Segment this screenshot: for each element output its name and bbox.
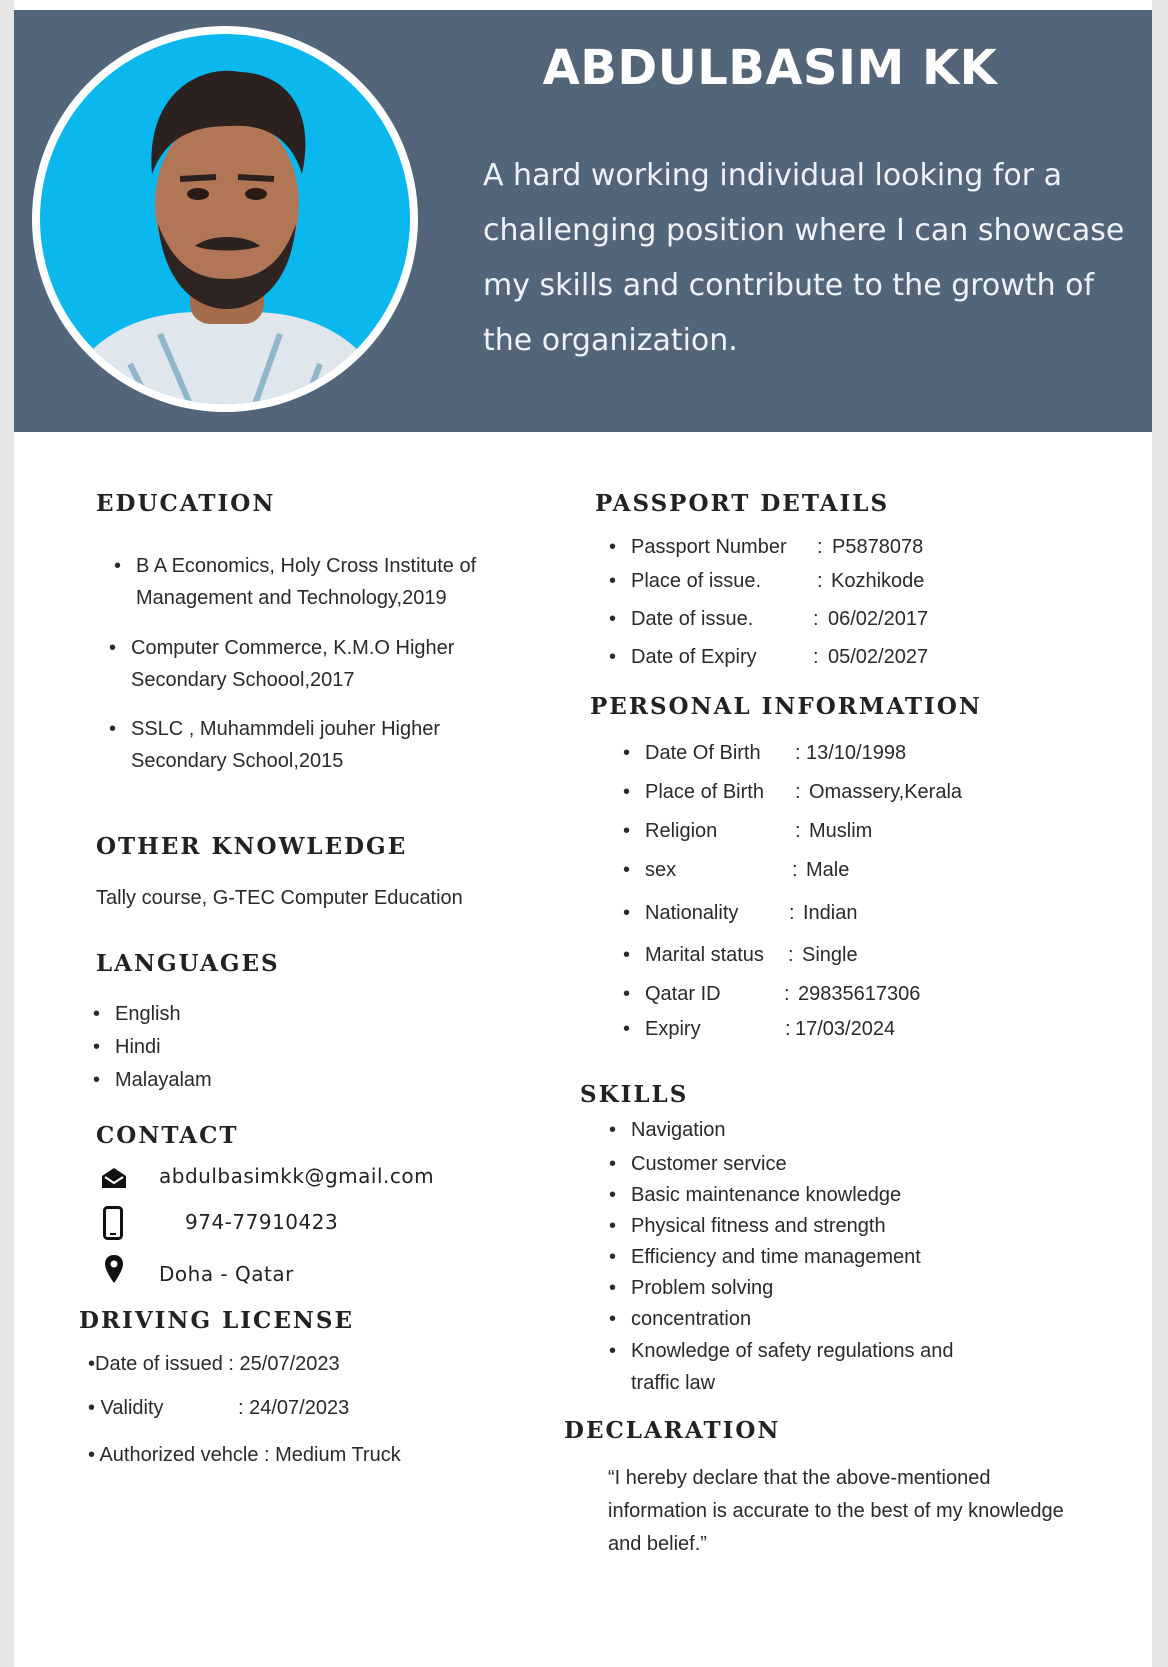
profile-summary: A hard working individual looking for a challenging position where I can showcase my skills and contribute to the growth of the organization. [483,158,1125,358]
other-knowledge-text: Tally course, G-TEC Computer Education [96,887,463,909]
personal-label: • sex [645,859,676,882]
skill-item: • Knowledge of safety regulations and traffic law [631,1335,1001,1399]
contact-phone[interactable]: 974-77910423 [185,1210,339,1234]
skill-item: • Physical fitness and strength [631,1215,886,1238]
languages-heading: LANGUAGES [96,950,280,977]
personal-value: 13/10/1998 [806,742,907,764]
profile-photo-frame [32,26,418,412]
passport-label: • Passport Number [631,536,787,559]
personal-label: • Nationality [645,902,738,925]
candidate-name: ABDULBASIM KK [542,40,998,96]
passport-label: • Date of issue. [631,608,753,631]
language-item: • English [115,1003,181,1026]
passport-label: • Date of Expiry [631,646,757,669]
contact-location: Doha - Qatar [159,1262,294,1286]
education-item: • B A Economics, Holy Cross Institute of Management and Technology,2019 [136,550,496,614]
personal-value: Muslim [809,820,873,842]
passport-value: 06/02/2017 [828,608,929,630]
license-validity-label: • Validity [88,1397,164,1419]
language-item: • Malayalam [115,1069,212,1092]
declaration-heading: DECLARATION [564,1417,781,1444]
profile-photo [40,34,410,404]
personal-value: Omassery,Kerala [809,781,963,803]
personal-info-heading: PERSONAL INFORMATION [590,693,982,720]
license-validity-value: : 24/07/2023 [238,1397,350,1419]
personal-value: 29835617306 [798,983,921,1005]
personal-value: Male [806,859,850,881]
skill-item: • Problem solving [631,1277,773,1300]
education-item: • SSLC , Muhammdeli jouher Higher Secondary School,2015 [131,713,491,777]
personal-label: • Place of Birth [645,781,764,804]
license-vehicle: • Authorized vehcle : Medium Truck [88,1444,401,1466]
education-item: • Computer Commerce, K.M.O Higher Secondary Schoool,2017 [131,632,491,696]
personal-label: • Religion [645,820,717,843]
personal-value: Indian [803,902,858,924]
personal-label: • Qatar ID [645,983,721,1006]
passport-heading: PASSPORT DETAILS [595,490,890,517]
phone-icon [103,1206,123,1240]
passport-value: 05/02/2027 [828,646,929,668]
license-date-issued: •Date of issued : 25/07/2023 [88,1353,340,1375]
driving-license-heading: DRIVING LICENSE [79,1307,355,1334]
location-pin-icon [104,1254,124,1284]
skills-heading: SKILLS [580,1081,689,1108]
skill-item: • Navigation [631,1119,726,1142]
passport-value: P5878078 [832,536,924,558]
personal-label: • Marital status [645,944,764,967]
passport-value: Kozhikode [831,570,925,592]
personal-label: • Date Of Birth [645,742,761,765]
passport-label: • Place of issue. [631,570,761,593]
personal-value: 17/03/2024 [795,1018,896,1040]
education-heading: EDUCATION [96,490,276,517]
skill-item: • Efficiency and time management [631,1246,921,1269]
email-icon [101,1167,127,1189]
skill-item: • concentration [631,1308,751,1331]
personal-label: • Expiry [645,1018,701,1041]
skill-item: • Basic maintenance knowledge [631,1184,901,1207]
skill-item: • Customer service [631,1153,787,1176]
contact-email[interactable]: abdulbasimkk@gmail.com [159,1164,435,1188]
profile-photo-illustration [40,34,410,404]
declaration-text: “I hereby declare that the above-mentioned information is accurate to the best of my knowledge and belief.” [608,1467,1064,1555]
other-knowledge-heading: OTHER KNOWLEDGE [96,833,408,860]
personal-value: Single [802,944,858,966]
contact-heading: CONTACT [96,1122,239,1149]
language-item: • Hindi [115,1036,161,1059]
